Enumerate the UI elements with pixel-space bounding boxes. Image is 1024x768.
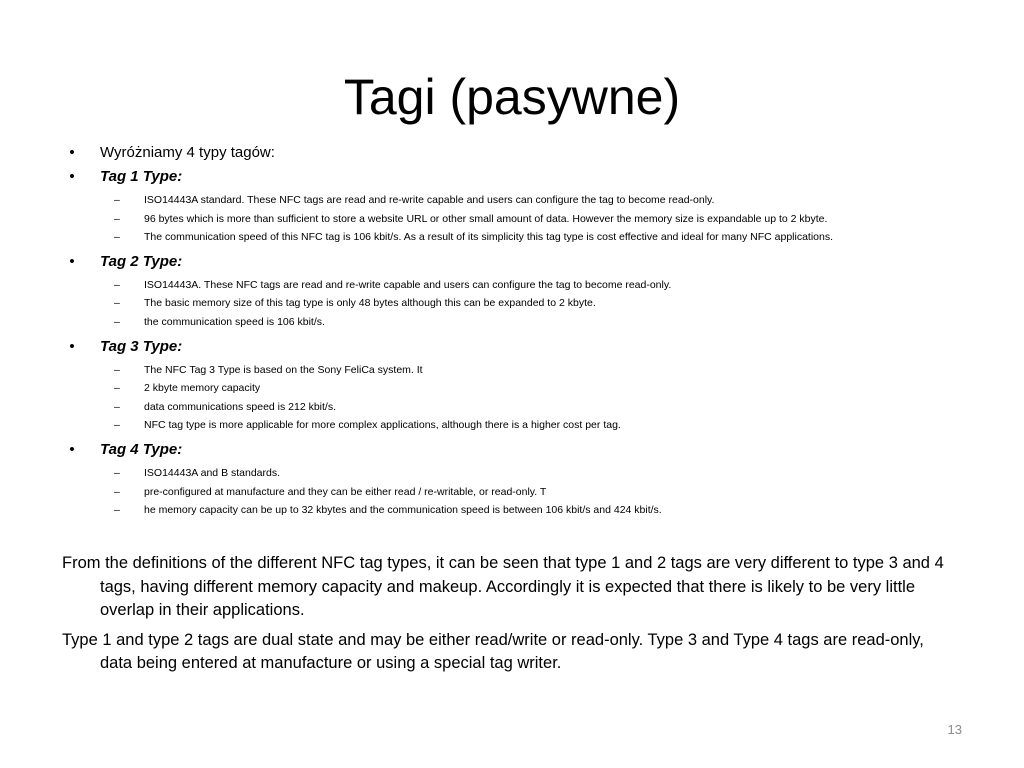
bullet-marker-icon: • [69,337,75,355]
sub-bullet-item [100,191,962,210]
sub-bullet-text: the communication speed is 106 kbit/s. [144,315,325,328]
sub-bullet-list [100,276,962,332]
dash-marker-icon: – [114,231,120,244]
bullet-item [62,336,962,435]
sub-bullet-item [100,416,962,435]
sub-bullet-text: ISO14443A standard. These NFC tags are read and re-write capable and users can configure the tag to become read-only. [144,194,715,206]
summary-paragraph: Type 1 and type 2 tags are dual state and may be either read/write or read-only. Type 3 and Type 4 tags are read-only, data being entered at manufacture or using a special tag writer. [62,630,924,672]
bullet-text: Tag 2 Type: [100,252,183,270]
bullet-marker-icon: • [69,144,75,161]
sub-bullet-item [100,501,962,520]
dash-marker-icon: – [114,315,120,328]
sub-bullet-text: 96 bytes which is more than sufficient to store a website URL or other small amount of data. However the memory size is expandable up to 2 kbyte. [144,212,828,225]
dash-marker-icon: – [114,278,120,291]
dash-marker-icon: – [114,419,120,432]
bullet-marker-icon: • [69,252,75,270]
sub-bullet-list [100,191,962,247]
sub-bullet-item [100,398,962,417]
sub-bullet-item [100,313,962,332]
sub-bullet-item [100,210,962,229]
bullet-list [62,142,962,520]
bullet-marker-icon: • [69,440,75,458]
sub-bullet-item [100,379,962,398]
bullet-item [62,439,962,520]
sub-bullet-text: The basic memory size of this tag type is only 48 bytes although this can be expanded to 2 kbyte. [144,297,596,310]
sub-bullet-item [100,361,962,380]
bullet-text: Tag 1 Type: [100,168,183,185]
summary-paragraphs [62,552,952,676]
dash-marker-icon: – [114,297,120,310]
dash-marker-icon: – [114,382,120,395]
bullet-item [62,251,962,332]
bullet-list-container [62,140,962,524]
sub-bullet-item [100,276,962,295]
bullet-text: Tag 3 Type: [100,337,183,355]
sub-bullet-text: NFC tag type is more applicable for more complex applications, although there is a higher cost per tag. [144,419,621,432]
bullet-text: Tag 4 Type: [100,440,183,458]
dash-marker-icon: – [114,504,120,517]
dash-marker-icon: – [114,400,120,413]
slide-title: Tagi (pasywne) [343,69,681,125]
bullet-item [62,166,962,247]
summary-paragraph: From the definitions of the different NFC tag types, it can be seen that type 1 and 2 tags are very different to type 3 and 4 tags, having different memory capacity and makeup. Accordingly it is expected that there is likely to be very little overlap in their applications. [62,554,944,619]
dash-marker-icon: – [114,485,120,498]
bullet-item [62,142,962,164]
sub-bullet-text: data communications speed is 212 kbit/s. [144,400,337,413]
sub-bullet-text: The communication speed of this NFC tag is 106 kbit/s. As a result of its simplicity this tag type is cost effective and ideal for many NFC applications. [144,231,834,244]
sub-bullet-text: The NFC Tag 3 Type is based on the Sony FeliCa system. It [144,363,423,376]
page-number: 13 [947,722,962,737]
bullet-text: Wyróżniamy 4 typy tagów: [100,144,275,161]
sub-bullet-item [100,464,962,483]
sub-bullet-text: he memory capacity can be up to 32 kbytes and the communication speed is between 106 kbit/s and 424 kbit/s. [144,504,662,517]
sub-bullet-list [100,464,962,520]
dash-marker-icon: – [114,466,120,479]
sub-bullet-list [100,361,962,435]
dash-marker-icon: – [114,194,120,206]
dash-marker-icon: – [114,363,120,376]
dash-marker-icon: – [114,212,120,225]
sub-bullet-text: ISO14443A. These NFC tags are read and re-write capable and users can configure the tag to become read-only. [144,278,672,291]
sub-bullet-text: 2 kbyte memory capacity [144,382,261,395]
sub-bullet-text: pre-configured at manufacture and they can be either read / re-writable, or read-only. T [144,485,547,498]
sub-bullet-item [100,228,962,247]
sub-bullet-text: ISO14443A and B standards. [144,466,281,479]
sub-bullet-item [100,483,962,502]
sub-bullet-item [100,294,962,313]
bullet-marker-icon: • [69,168,75,185]
